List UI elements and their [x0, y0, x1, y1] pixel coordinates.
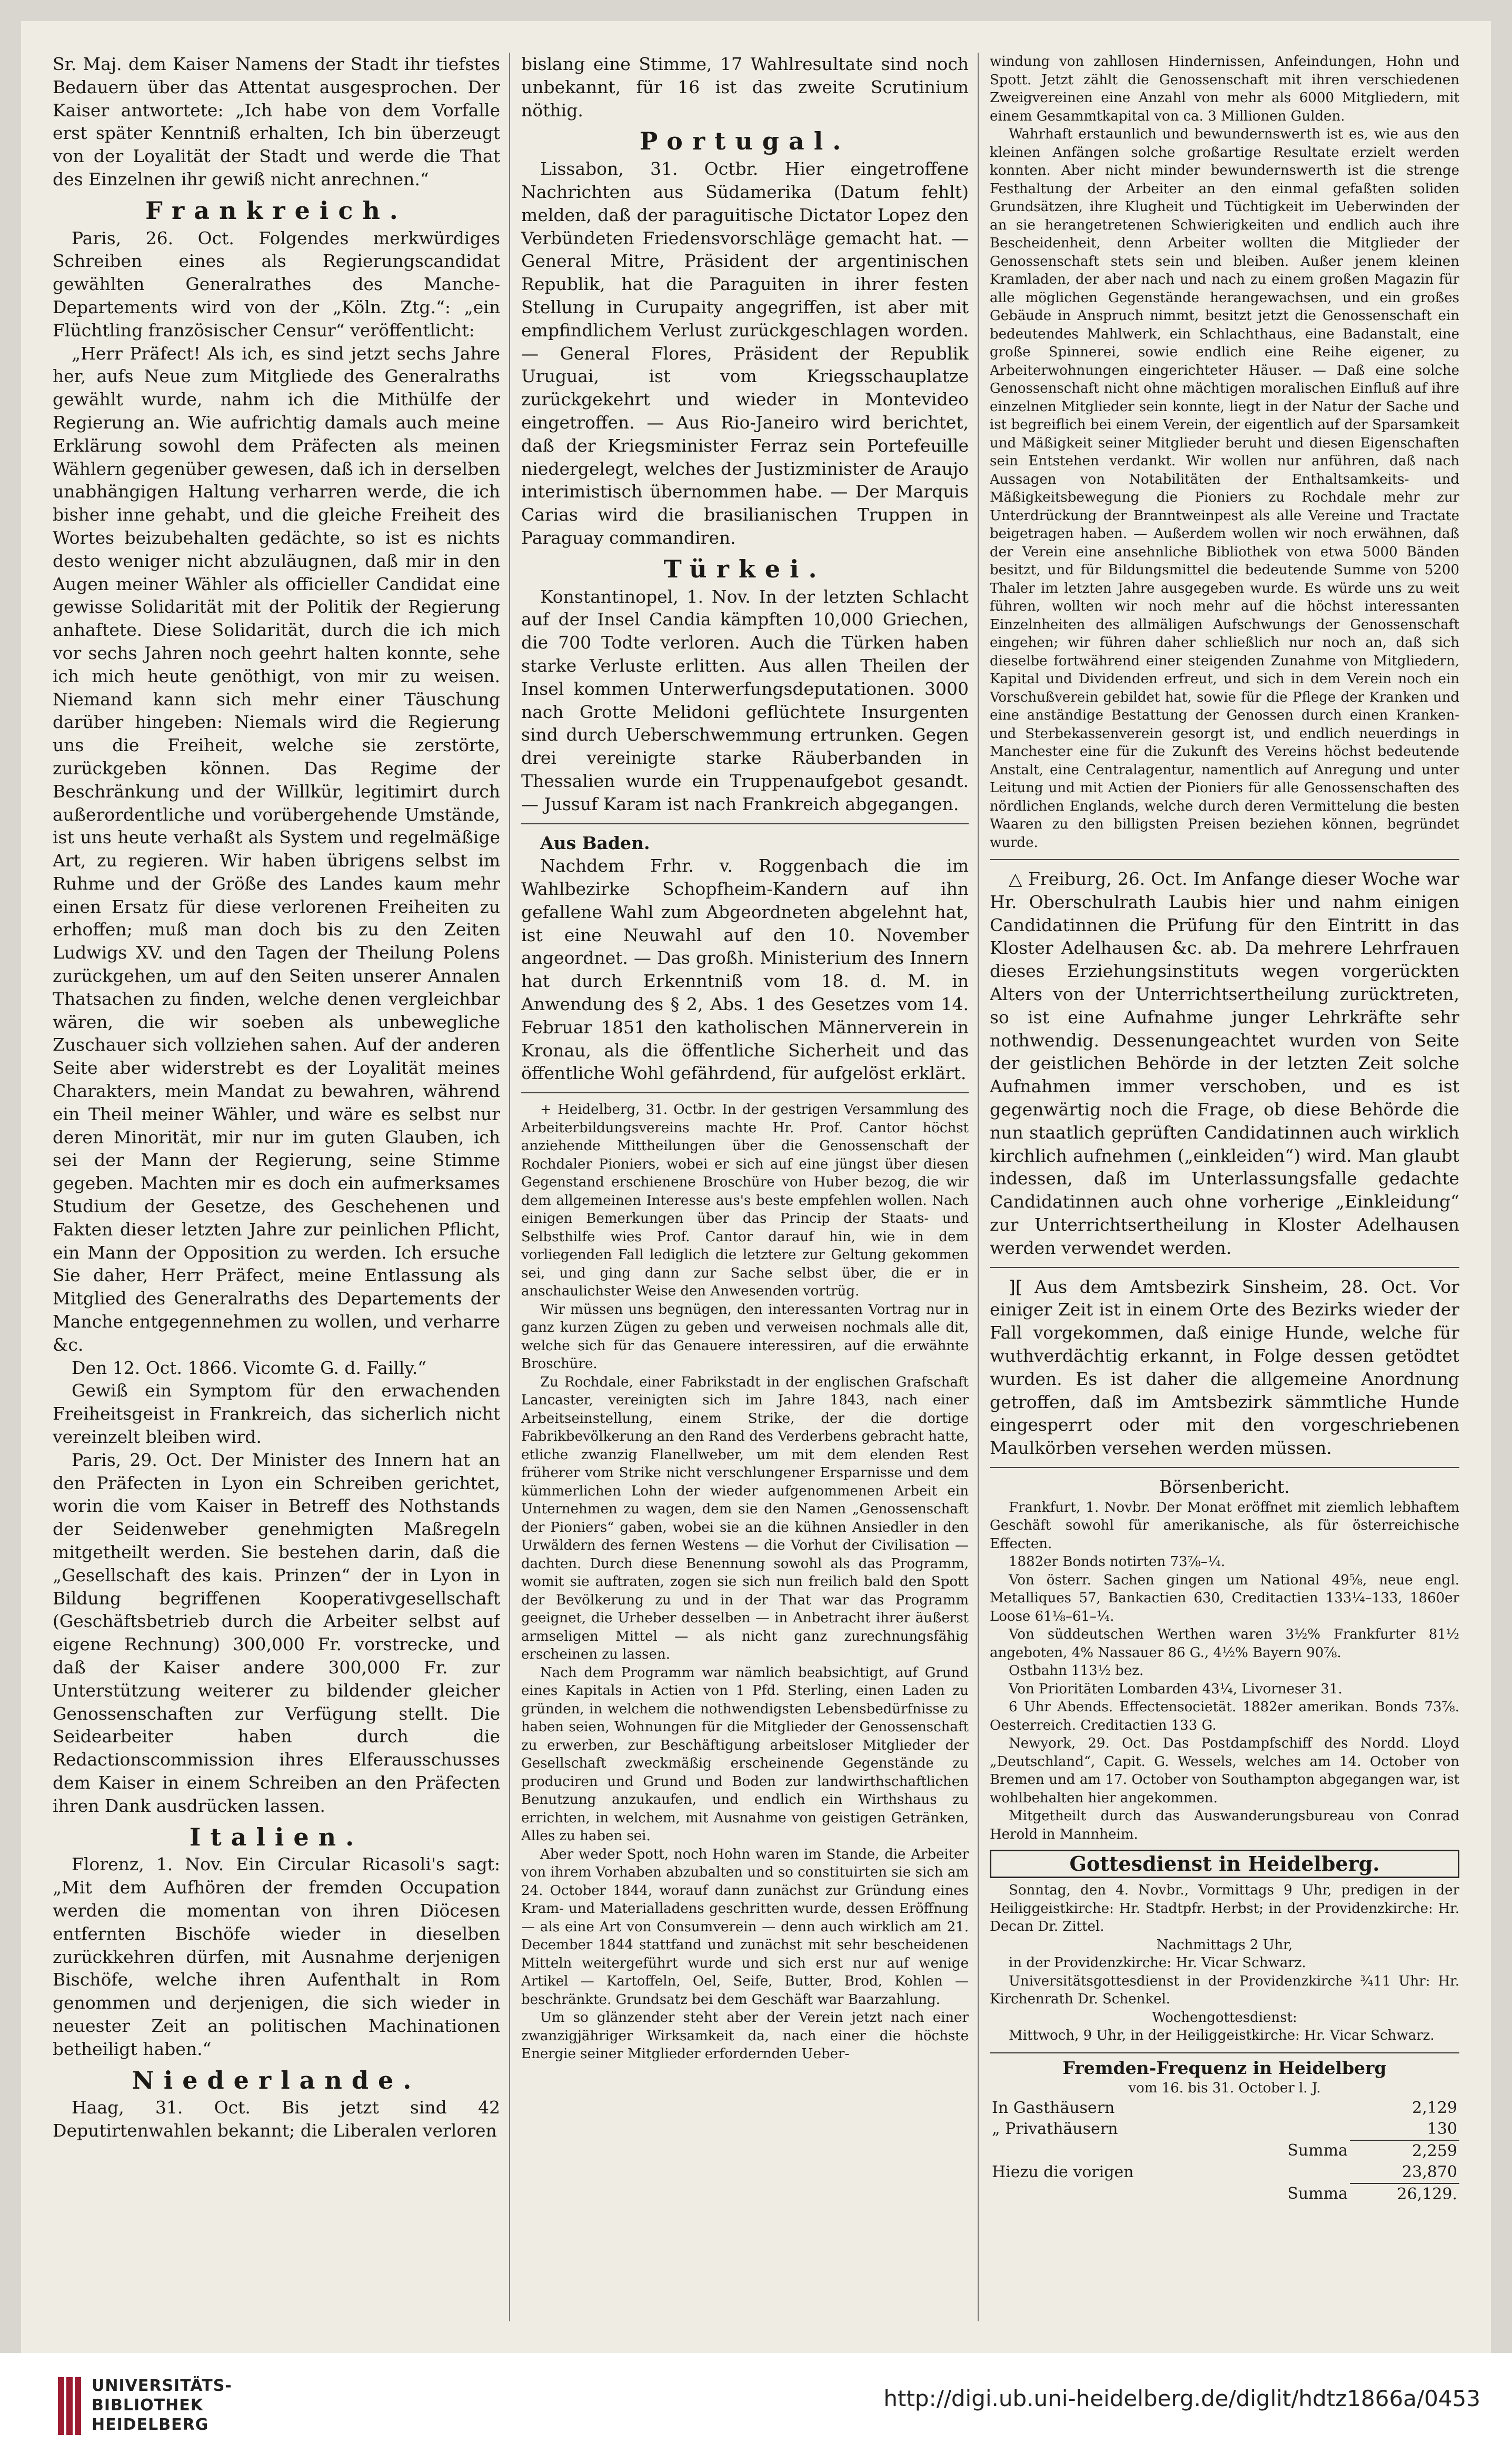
divider: [521, 1092, 969, 1093]
article-paris-1-comment: Gewiß ein Symptom für den erwachenden Freiheitsgeist in Frankreich, das sicherlich nicht vereinzelt bleiben wird.: [53, 1380, 500, 1448]
article-konstantinopel: Konstantinopel, 1. Nov. In der letzten Schlacht auf der Insel Candia kämpften 10,000 Griechen, die 700 Todte verloren. Auch die Türken haben starke Verluste erlitten. Aus allen Theilen der Insel kommen Unterwerfungsdeputationen. 3000 nach Grotte Melidoni geflüchtete Insurgenten sind durch Ueberschwemmung ertrunken. Gegen drei vereinigte starke Räuberbanden in Thessalien wurde ein Truppenaufgebot gesandt. — Jussuf Karam ist nach Frankreich abgegangen.: [521, 586, 969, 814]
table-row: [990, 2162, 1459, 2183]
article-heidelberg-p4: Nach dem Programm war nämlich beabsichtigt, auf Grund eines Kapitals in Actien von 1 Pfd. Sterling, einen Laden zu gründen, in welchem die nothwendigsten Lebensbedürfnisse zu haben seien, Wohnungen für die Mitglieder der Genossenschaft zu erwerben, zur Beschäftigung arbeitsloser Mitglieder der Gesellschaft zweckmäßig erscheinende Gegenstände zu produciren und Grund und Boden zur landwirthschaftlichen Benutzung anzukaufen, und endlich ein Wirthshaus zu errichten, in welchem, mit Ausnahme von geistigen Getränken, Alles zu haben sei.: [521, 1664, 969, 1844]
fremden-subheading: vom 16. bis 31. October l. J.: [1128, 2080, 1321, 2097]
article-haag: Haag, 31. Oct. Bis jetzt sind 42 Deputirtenwahlen bekannt; die Liberalen verloren: [53, 2097, 500, 2141]
article-paris-1-letter: „Herr Präfect! Als ich, es sind jetzt sechs Jahre her, aufs Neue zum Mitgliede des Generalraths gewählt wurde, nahm ich die Mithülfe der Regierung an. Wie aufrichtig damals auch meine Erklärung sowohl dem Präfecten als meinen Wählern gegenüber gewesen, daß ich in derselben unabhängigen Haltung verharren werde, die ich bisher inne gehabt, und die gleiche Freiheit des Wortes beizubehalten gedächte, so ist es nichts desto weniger nicht abzuläugnen, daß mir in den Augen meiner Wähler als officieller Candidat eine gewisse Solidarität mit der Politik der Regierung anhaftete. Diese Solidarität, durch die ich mich vor sechs Jahren noch geehrt halten konnte, sehe ich mich heute genöthigt, von mir zu weisen. Niemand kann sich mehr einer Täuschung darüber hingeben: Niemals wird die Regierung uns die Freiheit, welche sie zerstörte, zurückgeben können. Das Regime der Beschränkung und der Willkür, legitimirt durch außerordentliche und vorübergehende Umstände, ist uns heute verhaßt als System und regelmäßige Art, zu regieren. Wir haben übrigens selbst im Ruhme und der Größe des Landes kaum mehr einen Ersatz für diese verlorenen Freiheiten zu erhoffen; muß man doch bis zu den Zeiten Ludwigs XV. und den Tagen der Theilung Polens zurückgehen, um auf den Seiten unserer Annalen Thatsachen zu finden, welche denen vergleichbar wären, die wir soeben als unbewegliche Zuschauer sich vollziehen sahen. Auf der anderen Seite aber widerstrebt es der Loyalität meines Charakters, mein Mandat zu bewahren, während ein Theil meiner Wähler, und wäre es selbst nur deren Minorität, mir nur im guten Glauben, ich sei der Mann der Regierung, seine Stimme gegeben. Machten mir es doch ein aufmerksames Studium der Gesetze, des Geschehenen und Fakten dieser letzten Jahre zur peinlichen Pflicht, ein Mann der Opposition zu werden. Ich ersuche Sie daher, Herr Präfect, meine Entlassung als Mitglied des Generalraths des Departements der Manche entgegennehmen zu wollen, und verharre &c.: [53, 343, 500, 1355]
article-heidelberg-p5: Aber weder Spott, noch Hohn waren im Stande, die Arbeiter von ihrem Vorhaben abzubalten und so constituirten sie sich am 24. October 1844, worauf dann zunächst zur Gründung eines Kram- und Materialladens geschritten wurde, dessen Eröffnung — als eine Art von Consumverein — denn auch wirklich am 21. December 1844 stattfand und zunächst mit sehr bescheidenen Mitteln weitergeführt wurde und sich erst nur auf wenige Artikel — Kartoffeln, Oel, Seife, Butter, Brod, Kohlen — beschränkte. Grundsatz bei dem Geschäft war Baarzahlung.: [521, 1846, 969, 2008]
table-cell-label: In Gasthäusern: [992, 2098, 1115, 2117]
newspaper-page: [21, 21, 1491, 2353]
column-1: [53, 53, 500, 2332]
article-haag-continued: bislang eine Stimme, 17 Wahlresultate sind noch unbekannt, für 16 ist das zweite Scrutinium nöthig.: [521, 54, 969, 121]
article-florenz: Florenz, 1. Nov. Ein Circular Ricasoli's sagt: „Mit dem Aufhören der fremden Occupation werden die momentan von ihren Diöcesen entfernten Bischöfe wieder in dieselben zurückkehren dürfen, mit Ausnahme derjenigen Bischöfe, welche ihren Aufenthalt in Rom genommen und derjenigen, die sich wieder in neuester Zeit an politischen Machinationen betheiligt haben.“: [53, 1854, 500, 2059]
article-heidelberg-continued: [990, 53, 1459, 852]
article-frankfurt-line: 6 Uhr Abends. Effectensocietät. 1882er amerikan. Bonds 73⅞. Oesterreich. Creditactien 133 G.: [990, 1699, 1459, 1733]
table-cell-label: Hiezu die vorigen: [992, 2163, 1134, 2182]
boersen-bericht: [990, 1499, 1459, 1844]
article-heidelberg-p1: + Heidelberg, 31. Octbr. In der gestrigen Versammlung des Arbeiterbildungsvereins machte Hr. Prof. Cantor höchst anziehende Mittheilungen über die Genossenschaft der Rochdaler Pioniers, wobei er sich auf eine jüngst über diesen Gegenstand erschienene Broschüre von Huber bezog, die wir dem allgemeinen Interesse aus's beste empfehlen wollen. Nach einigen Bemerkungen über das Princip der Staats- und Selbsthilfe wies Prof. Cantor darauf hin, wie in dem vorliegenden Fall lediglich die letztere zur Geltung gekommen sei, und ging dann zur Sache selbst über, die er in anschaulichster Weise den Anwesenden vortrüg.: [521, 1102, 969, 1300]
article-heidelberg: [521, 1101, 969, 2063]
footer-bar: [0, 2353, 1512, 2464]
library-logo-icon: [58, 2377, 81, 2435]
table-cell-label: „ Privathäusern: [992, 2120, 1118, 2139]
boersen-heading: Börsenbericht.: [1159, 1476, 1290, 1497]
section-heading-tuerkei: Türkei.: [663, 554, 827, 583]
divider: [990, 1467, 1459, 1468]
logo-line: HEIDELBERG: [92, 2416, 209, 2434]
gottesdienst-line: Universitätsgottesdienst in der Providenzkirche ¾11 Uhr: Hr. Kirchenrath Dr. Schenkel.: [990, 1973, 1459, 2008]
article-frankfurt-line: Von österr. Sachen gingen um National 49⅝, neue engl. Metalliques 57, Bankactien 630, Creditactien 133¼–133, 1860er Loose 61⅛–61–¼.: [990, 1572, 1459, 1624]
divider: [521, 823, 969, 824]
table-cell-value: 26,129.: [1350, 2183, 1459, 2205]
article-text: Sr. Maj. dem Kaiser Namens der Stadt ihr tiefstes Bedauern über das Attentat ausgesprochen. Der Kaiser antwortete: „Ich habe von dem Vorfalle erst später Kenntniß erhalten, Ich bin überzeugt von der Loyalität der Stadt und werde die That des Einzelnen ihr gewiß nicht anrechnen.“: [53, 54, 500, 189]
logo-line: UNIVERSITÄTS-: [92, 2377, 232, 2395]
article-paris-1: Paris, 26. Oct. Folgendes merkwürdiges Schreiben eines als Regierungscandidat gewählten Generalrathes des Manche-Departements wird von der „Köln. Ztg.“: „ein Flüchtling französischer Censur“ veröffentlicht:: [53, 227, 500, 341]
section-heading-portugal: Portugal.: [639, 127, 851, 156]
table-cell-value: 130: [1427, 2119, 1457, 2138]
article-freiburg: △ Freiburg, 26. Oct. Im Anfange dieser Woche war Hr. Oberschulrath Laubis hier und nahm einigen Candidatinnen die Prüfung für den Eintritt in das Kloster Adelhausen &c. ab. Da mehrere Lehrfrauen dieses Erziehungsinstituts wegen vorgerückten Alters von der Unterrichtsertheilung zurücktreten, so ist eine Aufnahme junger Lehrkräfte sehr nothwendig. Dessenungeachtet wurden von Seite der geistlichen Behörde in der letzten Zeit solche Aufnahmen immer verschoben, und es ist gegenwärtig noch die Frage, ob diese Behörde die nun staatlich geprüften Candidatinnen auch wirklich kirchlich aufnehmen („einkleiden“) wird. Man glaubt indessen, daß im Unterlassungsfalle gedachte Candidatinnen auch ohne vorherige „Einkleidung“ zur Unterrichtsertheilung in Kloster Adelhausen werden verwendet werden.: [990, 869, 1459, 1258]
gottesdienst-line: Mittwoch, 9 Uhr, in der Heiliggeistkirche: Hr. Vicar Schwarz.: [1009, 2028, 1435, 2044]
article-text: Wahrhaft erstaunlich und bewundernswerth ist es, wie aus den kleinen Anfängen solche großartige Resultate erzielt werden konnten. Aber nicht minder bewundernswerth ist die strenge Festhaltung der Arbeiter an den einmal gefaßten soliden Grundsätzen, ihre Klugheit und Tüchtigkeit im Ueberwinden der an sie herangetretenen Schwierigkeiten und endlich auch ihre Bescheidenheit, denn Arbeiter wollten die Mitglieder der Genossenschaft stets sein und bleiben. Außer jenem kleinen Kramladen, der aber nach und nach zu einem großen Magazin für alle möglichen Gegenstände herangewachsen, und ein großes Gebäude in Anspruch nimmt, besitzt jetzt die Genossenschaft ein bedeutendes Mahlwerk, ein Schlachthaus, eine Badanstalt, eine große Spinnerei, sowie endlich eine Reihe eigener, zu Arbeiterwohnungen eingerichteter Häuser. — Daß eine solche Genossenschaft nicht ohne mächtigen moralischen Einfluß auf ihre einzelnen Mitglieder sein konnte, liegt in der Natur der Sache und ist begreiflich bei einem Verein, der eigentlich auf der Sparsamkeit und Mäßigkeit seiner Mitglieder beruht und diesen Eigenschaften sein Entstehen verdankt. Wir wollen nur anführen, daß nach Aussagen von Notabilitäten der Enthaltsamkeits- und Mäßigkeitsbewegung die Pioniers zu Rochdale mehr zur Unterdrückung der Branntweinpest als alle Vereine und Tractate beigetragen haben. — Außerdem wollen wir noch erwähnen, daß der Verein eine ansehnliche Bibliothek von etwa 5000 Bänden besitzt, und für Bildungsmittel die bedeutende Summe von 5200 Thaler im letzten Jahre ausgegeben wurde. Es würde uns zu weit führen, wollten wir noch mehr auf die höchst interessanten Einzelnheiten des allmäligen Aufschwungs der Genossenschaft eingehen; wir führen daher schließlich nur noch an, daß sich dieselbe fortwährend einer steigenden Zunahme von Mitgliedern, Kapital und Dividenden erfreut, und sich in dem Verein noch ein Vorschußverein gebildet hat, sowie für die Pflege der Kranken und eine anständige Bestattung der Genossen durch einen Kranken- und Sterbekassenverein gesorgt ist, und endlich neuerdings in Manchester eine für die Zukunft des Vereins höchst bedeutende Anstalt, eine Centralagentur, namentlich auf Anregung und unter Leitung und mit Actien der Pioniers für alle Genossenschaften des nördlichen Englands, welche durch deren Vermittelung die besten Waaren zu den billigsten Preisen beziehen können, begründet wurde.: [990, 126, 1459, 851]
gottesdienst-heading: Gottesdienst in Heidelberg.: [990, 1850, 1459, 1878]
library-logo[interactable]: [58, 2369, 232, 2448]
table-row: [990, 2119, 1459, 2140]
article-newyork: Newyork, 29. Oct. Das Postdampfschiff des Nordd. Lloyd „Deutschland“, Capit. G. Wessels, welches am 14. October von Bremen und am 17. October von Southampton abgegangen war, ist wohlbehalten hier angekommen.: [990, 1735, 1459, 1806]
article-sinsheim: ][ Aus dem Amtsbezirk Sinsheim, 28. Oct. Vor einiger Zeit ist in einem Orte des Bezirks wieder der Fall vorgekommen, daß einige Hunde, welche für wuthverdächtig erkannt, in Folge dessen getödtet wurden. Es ist daher die allgemeine Anordnung getroffen, daß im Amtsbezirk sämmtliche Hunde eingesperrt oder mit den vorgeschriebenen Maulkörben versehen werden müssen.: [990, 1276, 1459, 1459]
article-frankfurt-line: 1882er Bonds notirten 73⅞–¼.: [1009, 1554, 1226, 1570]
article-frankfurt: Frankfurt, 1. Novbr. Der Monat eröffnet mit ziemlich lebhaftem Geschäft sowohl für amerikanische, als für österreichische Effecten.: [990, 1499, 1459, 1552]
article-frankfurt-line: Ostbahn 113½ bez.: [1009, 1663, 1144, 1679]
fremden-heading: Fremden-Frequenz in Heidelberg: [990, 2052, 1459, 2080]
divider: [990, 1267, 1459, 1268]
divider: [990, 859, 1459, 860]
article-frankfurt-line: Von Prioritäten Lombarden 43¼, Livorneser 31.: [1009, 1681, 1342, 1697]
column-rule: [978, 53, 979, 2321]
article-lissabon: Lissabon, 31. Octbr. Hier eingetroffene Nachrichten aus Südamerika (Datum fehlt) melden, daß der paraguitische Dictator Lopez den Verbündeten Friedensvorschläge gemacht hat. — General Mitre, Präsident der argentinischen Republik, hat die Paraguiten in ihrer festen Stellung in Curupaity angegriffen, ist aber mit empfindlichem Verlust zurückgeschlagen worden. — General Flores, Präsident der Republik Uruguai, ist vom Kriegsschauplatze zurückgekehrt und wieder in Montevideo eingetroffen. — Aus Rio-Janeiro wird berichtet, daß der Kriegsminister Ferraz sein Portefeuille niedergelegt, welches der Justizminister de Araujo interimistisch übernommen habe. — Der Marquis Carias wird die brasilianischen Truppen in Paraguay commandiren.: [521, 158, 969, 548]
table-row: [990, 2098, 1459, 2119]
logo-line: BIBLIOTHEK: [92, 2396, 203, 2415]
table-cell-label: Summa: [1287, 2141, 1348, 2160]
section-heading-frankreich: Frankreich.: [145, 196, 407, 225]
section-heading-italien: Italien.: [189, 1822, 364, 1851]
gottesdienst-line: Sonntag, den 4. Novbr., Vormittags 9 Uhr, predigen in der Heiliggeistkirche: Hr. Stadtpfr. Herbst; in der Providenzkirche: Hr. Decan Dr. Zittel.: [990, 1882, 1459, 1935]
library-logo-text: [92, 2376, 232, 2435]
table-cell-value: 2,259: [1350, 2140, 1459, 2162]
article-heidelberg-p2: Wir müssen uns begnügen, den interessanten Vortrag nur in ganz kurzen Zügen zu geben und verweisen nochmals alle dit, welche sich für das Genauere interessiren, auf die erwähnte Broschüre.: [521, 1301, 969, 1372]
gottesdienst-line: Nachmittags 2 Uhr,: [1156, 1937, 1293, 1953]
column-rule: [509, 53, 510, 2321]
gottesdienst-line: Wochengottesdienst:: [1152, 2009, 1297, 2026]
article-baden: Nachdem Frhr. v. Roggenbach die im Wahlbezirke Schopfheim-Kandern auf ihn gefallene Wahl zum Abgeordneten abgelehnt hat, ist eine Neuwahl auf den 10. November angeordnet. — Das großh. Ministerium des Innern hat durch Erkenntniß vom 18. d. M. in Anwendung des § 2, Abs. 1 des Gesetzes vom 14. Februar 1851 den katholischen Männerverein in Kronau, als die öffentliche Sicherheit und das öffentliche Wohl gefährdend, für aufgelöst erklärt.: [521, 855, 969, 1084]
article-paris-1-signature: Den 12. Oct. 1866. Vicomte G. d. Failly.“: [72, 1357, 427, 1378]
gottesdienst-block: [990, 1881, 1459, 2045]
fremden-table: [990, 2098, 1459, 2205]
table-cell-label: Summa: [1287, 2184, 1348, 2203]
article-frankfurt-line: Von süddeutschen Werthen waren 3½% Frankfurter 81½ angeboten, 4% Nassauer 86 G., 4½% Bayern 90⅞.: [990, 1627, 1459, 1661]
column-3: [990, 53, 1459, 2332]
article-heidelberg-p6: Um so glänzender steht aber der Verein jetzt nach einer zwanzigjähriger Wirksamkeit da, nach einer die höchste Energie seiner Mitglieder erfordernden Ueber-: [521, 2010, 969, 2062]
gottesdienst-line: in der Providenzkirche: Hr. Vicar Schwarz.: [1009, 1955, 1306, 1971]
article-text: windung von zahllosen Hindernissen, Anfeindungen, Hohn und Spott. Jetzt zählt die Genossenschaft mit ihren verschiedenen Zweigvereinen eine Anzahl von mehr als 6000 Mitgliedern, mit einem Gesammtkapital von ca. 3 Millionen Gulden.: [990, 54, 1459, 124]
table-cell-value: 23,870: [1402, 2162, 1457, 2181]
column-2: [521, 53, 969, 2332]
permalink-url[interactable]: http://digi.ub.uni-heidelberg.de/diglit/hdtz1866a/0453: [883, 2386, 1480, 2411]
article-baden-heading: Aus Baden.: [540, 832, 650, 853]
article-newyork-note: Mitgetheilt durch das Auswanderungsbureau von Conrad Herold in Mannheim.: [990, 1808, 1459, 1842]
table-row: [990, 2140, 1459, 2162]
table-row: [990, 2183, 1459, 2205]
table-cell-value: 2,129: [1412, 2098, 1457, 2117]
article-heidelberg-p3: Zu Rochdale, einer Fabrikstadt in der englischen Grafschaft Lancaster, vereinigten sich im Jahre 1843, nach einer Arbeitseinstellung, einem Strike, der die dortige Fabrikbevölkerung an den Rand des Verderbens gebracht hatte, etliche zwanzig Flanellweber, um mit dem elenden Rest früherer vom Strike nicht verschlungener Ersparnisse und dem kümmerlichen Lohn der wieder aufgenommenen Arbeit ein Unternehmen zu wagen, dem sie den Namen „Genossenschaft der Pioniers“ gaben, wobei sie an die kühnen Ansiedler in den Urwäldern des fernen Westens — die Vorhut der Civilisation — dachten. Durch diese Benennung sowohl als das Programm, womit sie auftraten, zogen sie sich nun freilich bald den Spott der Bevölkerung zu und in der That war das Programm geeignet, die Urheber desselben — in Anbetracht ihrer äußerst armseligen Mittel — als nicht ganz zurechnungsfähig erscheinen zu lassen.: [521, 1374, 969, 1663]
section-heading-niederlande: Niederlande.: [132, 2066, 421, 2094]
article-paris-2: Paris, 29. Oct. Der Minister des Innern hat an den Präfecten in Lyon ein Schreiben gerichtet, worin die vom Kaiser in Betreff des Nothstands der Seidenweber genehmigten Maßregeln mitgetheilt werden. Sie bestehen darin, daß die „Gesellschaft des kais. Prinzen“ der in Lyon in Bildung begriffenen Kooperativgesellschaft (Geschäftsbetrieb durch die Arbeiter selbst auf eigene Rechnung) 300,000 Fr. vorstrecke, und daß der Kaiser andere 300,000 Fr. zur Unterstützung weiterer zu bildender gleicher Genossenschaften zur Verfügung stellt. Die Seidearbeiter haben durch die Redactionscommission ihres Elferausschusses dem Kaiser in einem Schreiben an den Präfecten ihren Dank ausdrücken lassen.: [53, 1449, 500, 1816]
